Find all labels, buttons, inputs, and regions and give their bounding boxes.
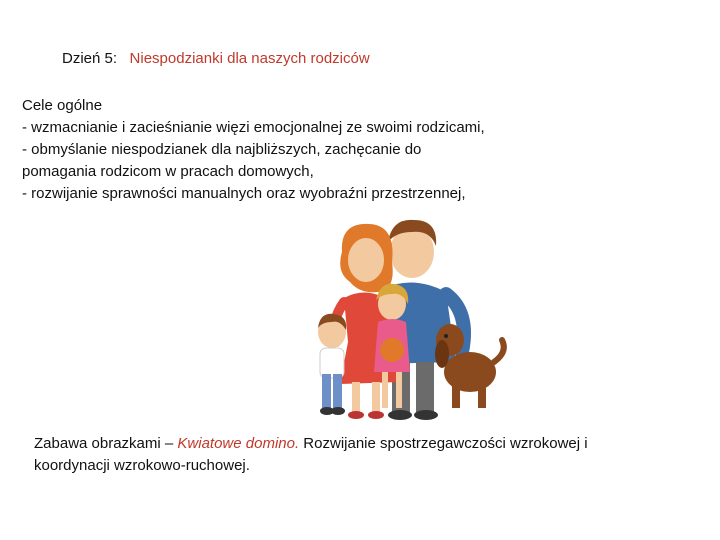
boy-figure (318, 314, 346, 415)
goal-line-3: pomagania rodzicom w pracach domowych, (22, 163, 314, 180)
game-name: Kwiatowe domino. (177, 435, 300, 452)
activity-rest: Rozwijanie spostrzegawczości wzrokowej i (299, 435, 588, 452)
goal-line-1: - wzmacnianie i zacieśnianie więzi emocjonalnej ze swoimi rodzicami, (22, 119, 485, 136)
topic-title: Niespodzianki dla naszych rodziców (129, 50, 370, 67)
goal-line-4: - rozwijanie sprawności manualnych oraz wyobraźni przestrzennej, (22, 185, 466, 202)
page-title (62, 50, 370, 67)
family-illustration-icon (300, 212, 510, 427)
goals-section (22, 95, 582, 205)
activity-line-2: koordynacji wzrokowo-ruchowej. (34, 457, 250, 474)
day-label: Dzień 5: (62, 50, 118, 67)
goals-heading: Cele ogólne (22, 97, 103, 114)
goal-line-2: - obmyślanie niespodzianek dla najbliższych, zachęcanie do (22, 141, 422, 158)
activity-prefix: Zabawa obrazkami – (34, 435, 178, 452)
activity-description (34, 433, 674, 477)
